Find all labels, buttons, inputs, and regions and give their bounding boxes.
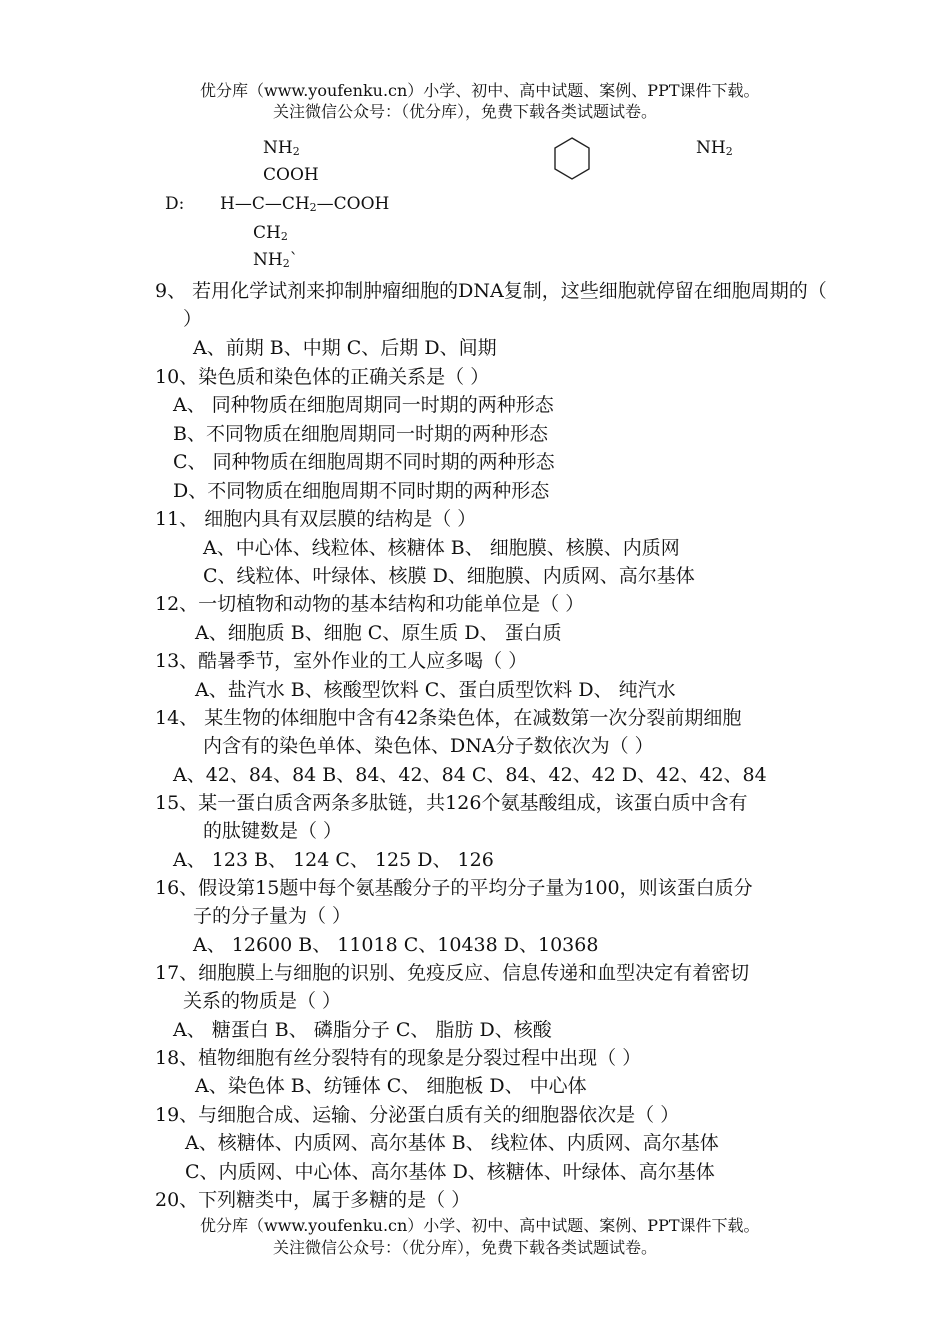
benzene-ring-icon [553, 136, 593, 182]
q17-options: A、 糖蛋白 B、 磷脂分子 C、 脂肪 D、核酸 [173, 1019, 552, 1041]
q10-option-d: D、不同物质在细胞周期不同时期的两种形态 [173, 480, 550, 502]
q13-options: A、盐汽水 B、核酸型饮料 C、蛋白质型饮料 D、 纯汽水 [195, 679, 676, 701]
q14-line-2: 内含有的染色单体、染色体、DNA分子数依次为（ ） [203, 735, 654, 757]
q15-line-1: 15、某一蛋白质含两条多肽链，共126个氨基酸组成，该蛋白质中含有 [155, 792, 748, 814]
formula-nh2-bottom: $NH_2`$ [253, 250, 299, 270]
q9-line-2: ） [183, 308, 203, 330]
q13-stem: 13、酷暑季节，室外作业的工人应多喝（ ） [155, 650, 528, 672]
q10-stem: 10、染色质和染色体的正确关系是（ ） [155, 366, 490, 388]
q12-options: A、细胞质 B、细胞 C、原生质 D、 蛋白质 [195, 622, 562, 644]
header-line-1: 优分库（www.youfenku.cn）小学、初中、高中试题、案例、PPT课件下载。 [200, 81, 760, 100]
footer-line-1: 优分库（www.youfenku.cn）小学、初中、高中试题、案例、PPT课件下载。 [200, 1216, 760, 1235]
formula-nh2-right: $NH_2$ [696, 138, 733, 158]
q11-stem: 11、 细胞内具有双层膜的结构是（ ） [155, 508, 477, 530]
q14-line-1: 14、 某生物的体细胞中含有42条染色体，在减数第一次分裂前期细胞 [155, 707, 742, 729]
formula-nh2-top: $NH_2$ [263, 138, 300, 158]
q18-stem: 18、植物细胞有丝分裂特有的现象是分裂过程中出现（ ） [155, 1047, 642, 1069]
q18-options: A、染色体 B、纺锤体 C、 细胞板 D、 中心体 [195, 1075, 587, 1097]
q16-line-1: 16、假设第15题中每个氨基酸分子的平均分子量为100，则该蛋白质分 [155, 877, 753, 899]
q19-options-cd: C、内质网、中心体、高尔基体 D、核糖体、叶绿体、高尔基体 [185, 1161, 715, 1183]
q16-line-2: 子的分子量为（ ） [193, 905, 352, 927]
q10-option-c: C、 同种物质在细胞周期不同时期的两种形态 [173, 451, 555, 473]
q9-options: A、前期 B、中期 C、后期 D、间期 [193, 337, 497, 359]
q19-options-ab: A、核糖体、内质网、高尔基体 B、 线粒体、内质网、高尔基体 [185, 1132, 719, 1154]
q14-options: A、42、84、84 B、84、42、84 C、84、42、42 D、42、42、84 [173, 764, 767, 786]
footer-line-2: 关注微信公众号：（优分库），免费下载各类试题试卷。 [273, 1238, 658, 1257]
q15-line-2: 的肽键数是（ ） [203, 820, 343, 842]
formula-cooh: COOH [263, 165, 319, 185]
formula-label: D: [165, 194, 185, 214]
q11-options-cd: C、线粒体、叶绿体、核膜 D、细胞膜、内质网、高尔基体 [203, 565, 695, 587]
formula-backbone: $H—C—CH_2—COOH$ [220, 194, 390, 214]
header-line-2: 关注微信公众号：（优分库），免费下载各类试题试卷。 [273, 102, 658, 121]
q19-stem: 19、与细胞合成、运输、分泌蛋白质有关的细胞器依次是（ ） [155, 1104, 680, 1126]
q10-option-b: B、不同物质在细胞周期同一时期的两种形态 [173, 423, 548, 445]
q16-options: A、 12600 B、 11018 C、10438 D、10368 [193, 934, 599, 956]
q20-stem: 20、下列糖类中，属于多糖的是（ ） [155, 1189, 471, 1211]
q17-line-1: 17、细胞膜上与细胞的识别、免疫反应、信息传递和血型决定有着密切 [155, 962, 750, 984]
q11-options-ab: A、中心体、线粒体、核糖体 B、 细胞膜、核膜、内质网 [203, 537, 680, 559]
q15-options: A、 123 B、 124 C、 125 D、 126 [173, 849, 494, 871]
q12-stem: 12、一切植物和动物的基本结构和功能单位是（ ） [155, 593, 585, 615]
q17-line-2: 关系的物质是（ ） [183, 990, 342, 1012]
q10-option-a: A、 同种物质在细胞周期同一时期的两种形态 [173, 394, 554, 416]
q9-line-1: 9、 若用化学试剂来抑制肿瘤细胞的DNA复制，这些细胞就停留在细胞周期的（ [155, 280, 827, 302]
formula-ch2: $CH_2$ [253, 223, 288, 243]
